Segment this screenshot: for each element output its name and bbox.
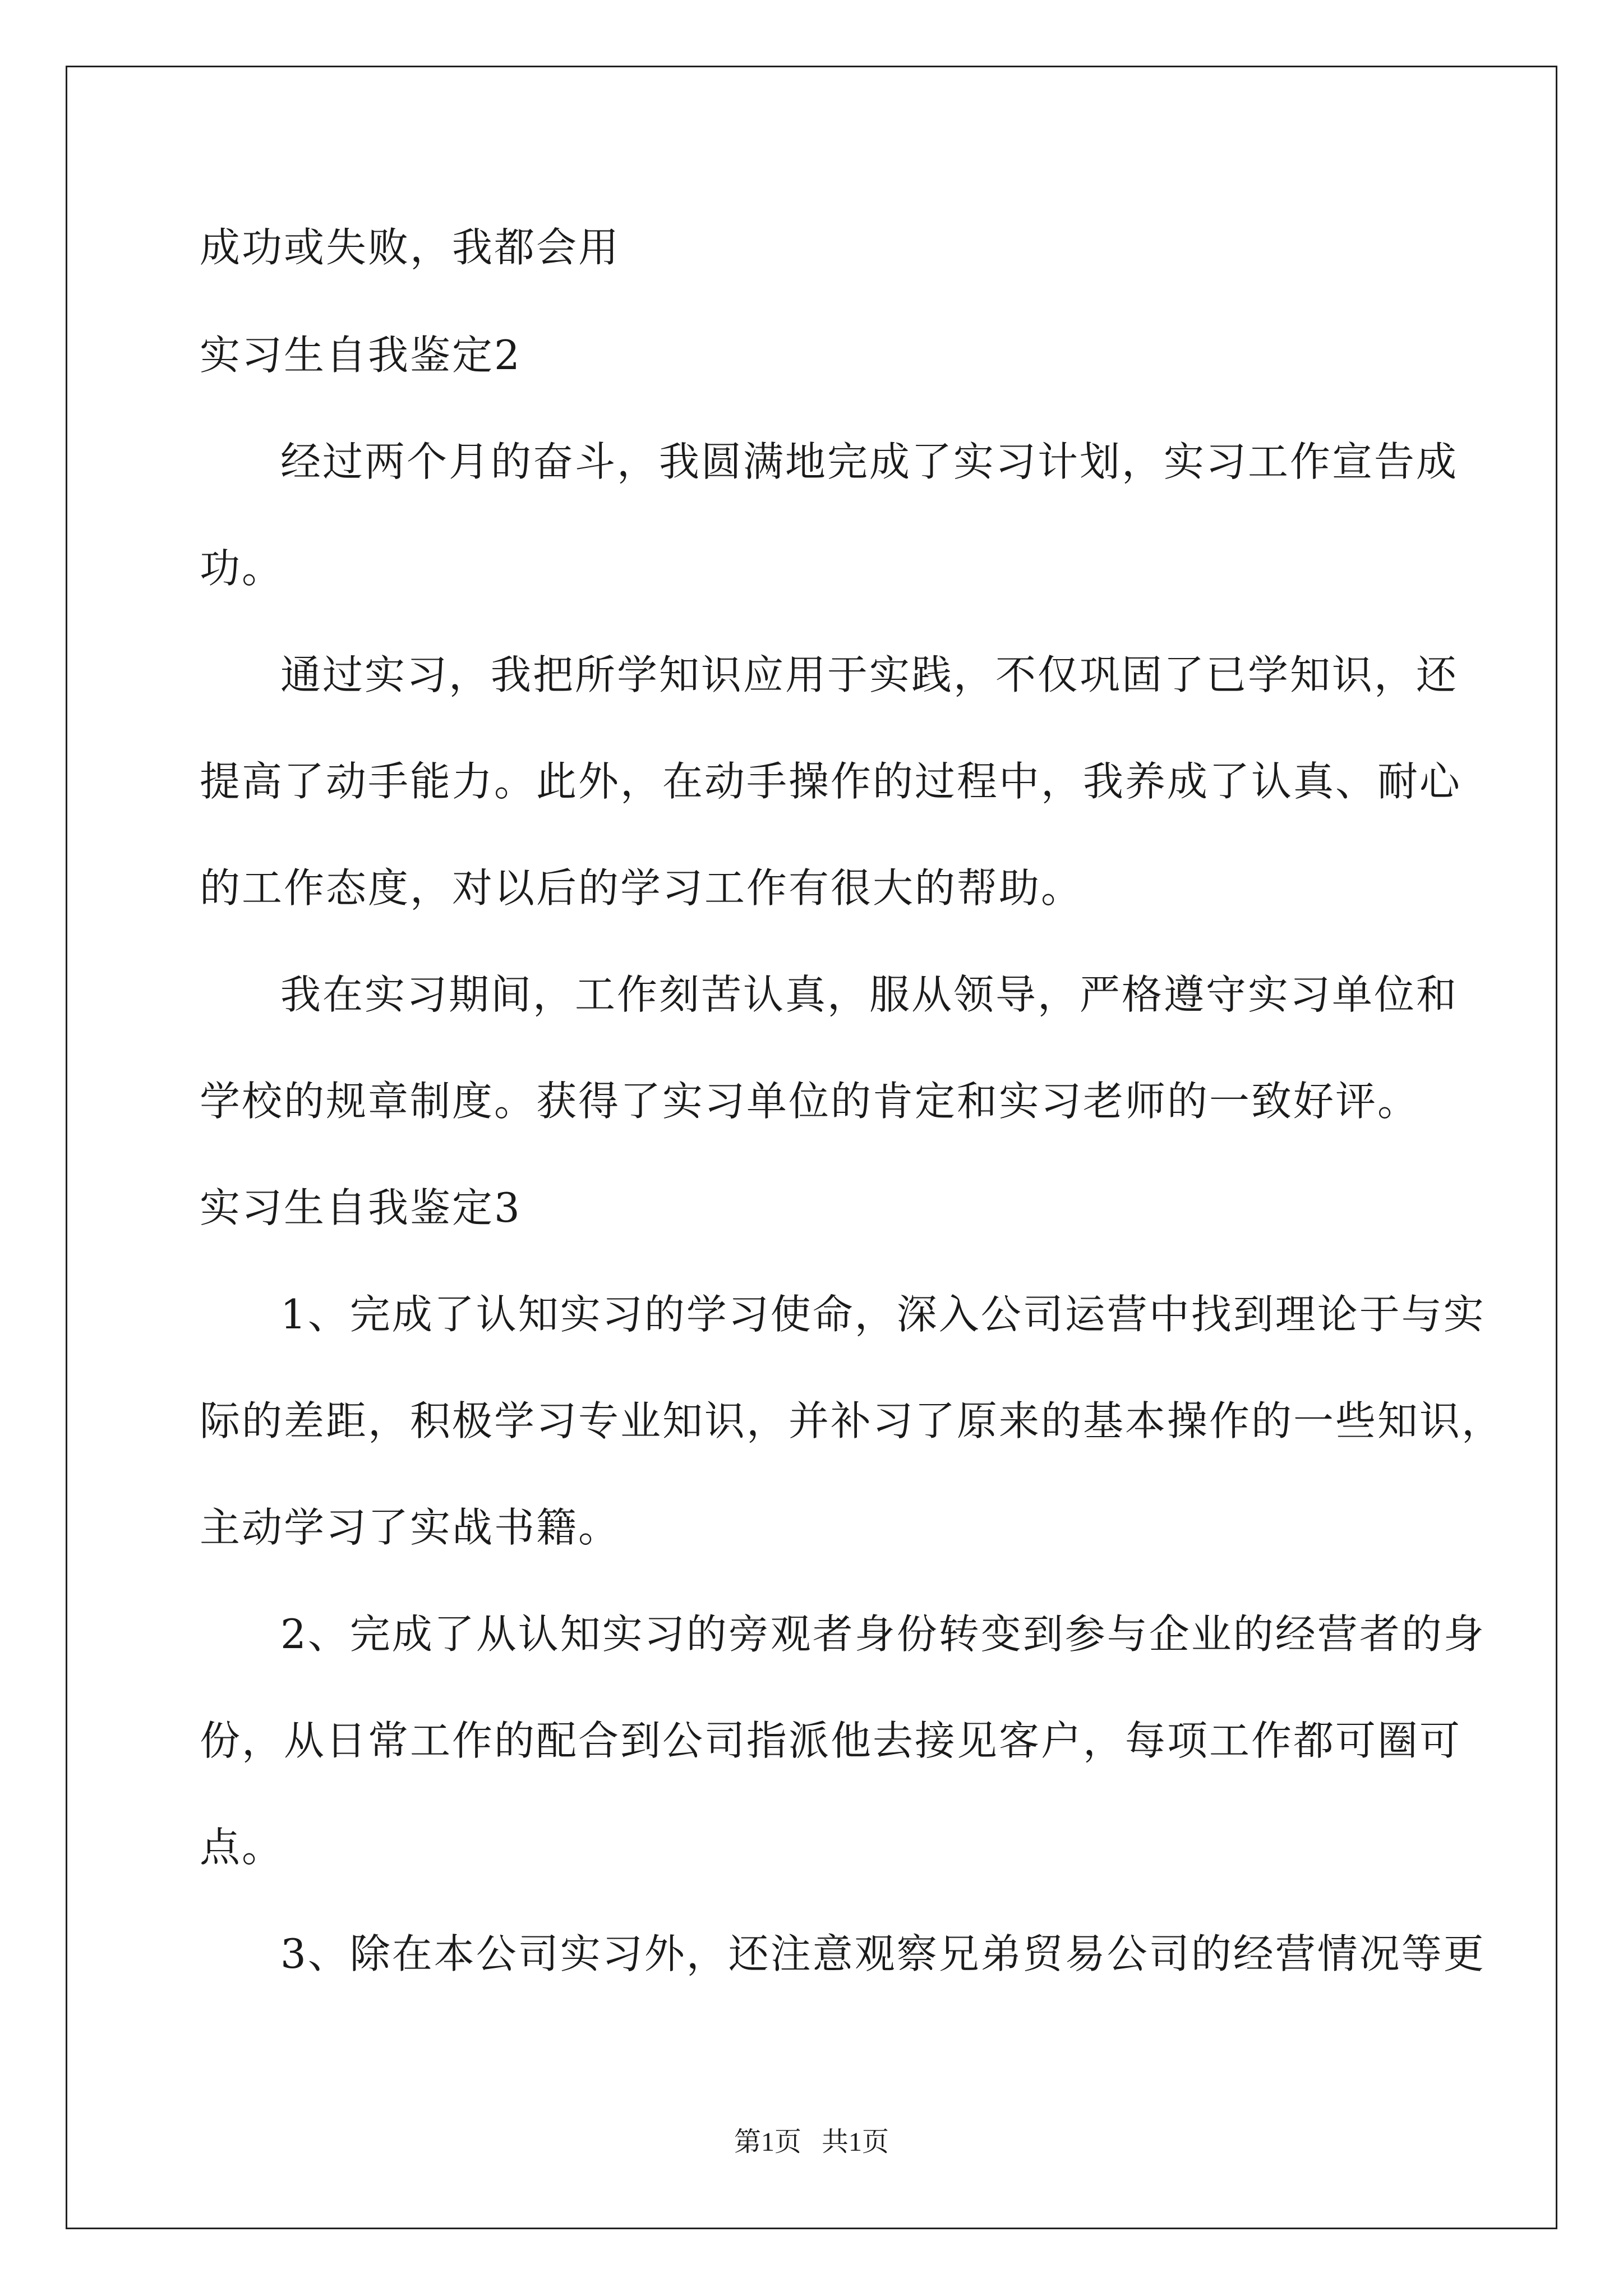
section-heading: 实习生自我鉴定3 (200, 1184, 522, 1231)
paragraph-line: 1、完成了认知实习的学习使命，深入公司运营中找到理论于与实 (280, 1291, 1486, 1338)
paragraph-line: 主动学习了实战书籍。 (200, 1504, 621, 1551)
page-border (66, 66, 1557, 2229)
paragraph-line: 2、完成了从认知实习的旁观者身份转变到参与企业的经营者的身 (280, 1611, 1486, 1658)
paragraph-line: 点。 (200, 1824, 284, 1871)
paragraph-line: 经过两个月的奋斗，我圆满地完成了实习计划，实习工作宣告成 (280, 438, 1459, 485)
paragraph-line: 的工作态度，对以后的学习工作有很大的帮助。 (200, 864, 1083, 912)
paragraph-line: 通过实习，我把所学知识应用于实践，不仅巩固了已学知识，还 (280, 651, 1459, 698)
paragraph-line: 份，从日常工作的配合到公司指派他去接见客户，每项工作都可圈可 (200, 1717, 1462, 1764)
page-footer: 第1页 共1页 (734, 2127, 889, 2157)
paragraph-line: 成功或失败，我都会用 (200, 224, 621, 271)
paragraph-line: 学校的规章制度。获得了实习单位的肯定和实习老师的一致好评。 (200, 1078, 1420, 1125)
paragraph-line: 我在实习期间，工作刻苦认真，服从领导，严格遵守实习单位和 (280, 971, 1459, 1018)
paragraph-line: 际的差距，积极学习专业知识，并补习了原来的基本操作的一些知识， (200, 1397, 1504, 1444)
paragraph-line: 3、除在本公司实习外，还注意观察兄弟贸易公司的经营情况等更 (280, 1930, 1486, 1977)
paragraph-line: 功。 (200, 545, 284, 592)
paragraph-line: 提高了动手能力。此外，在动手操作的过程中，我养成了认真、耐心 (200, 758, 1462, 805)
section-heading: 实习生自我鉴定2 (200, 332, 522, 379)
